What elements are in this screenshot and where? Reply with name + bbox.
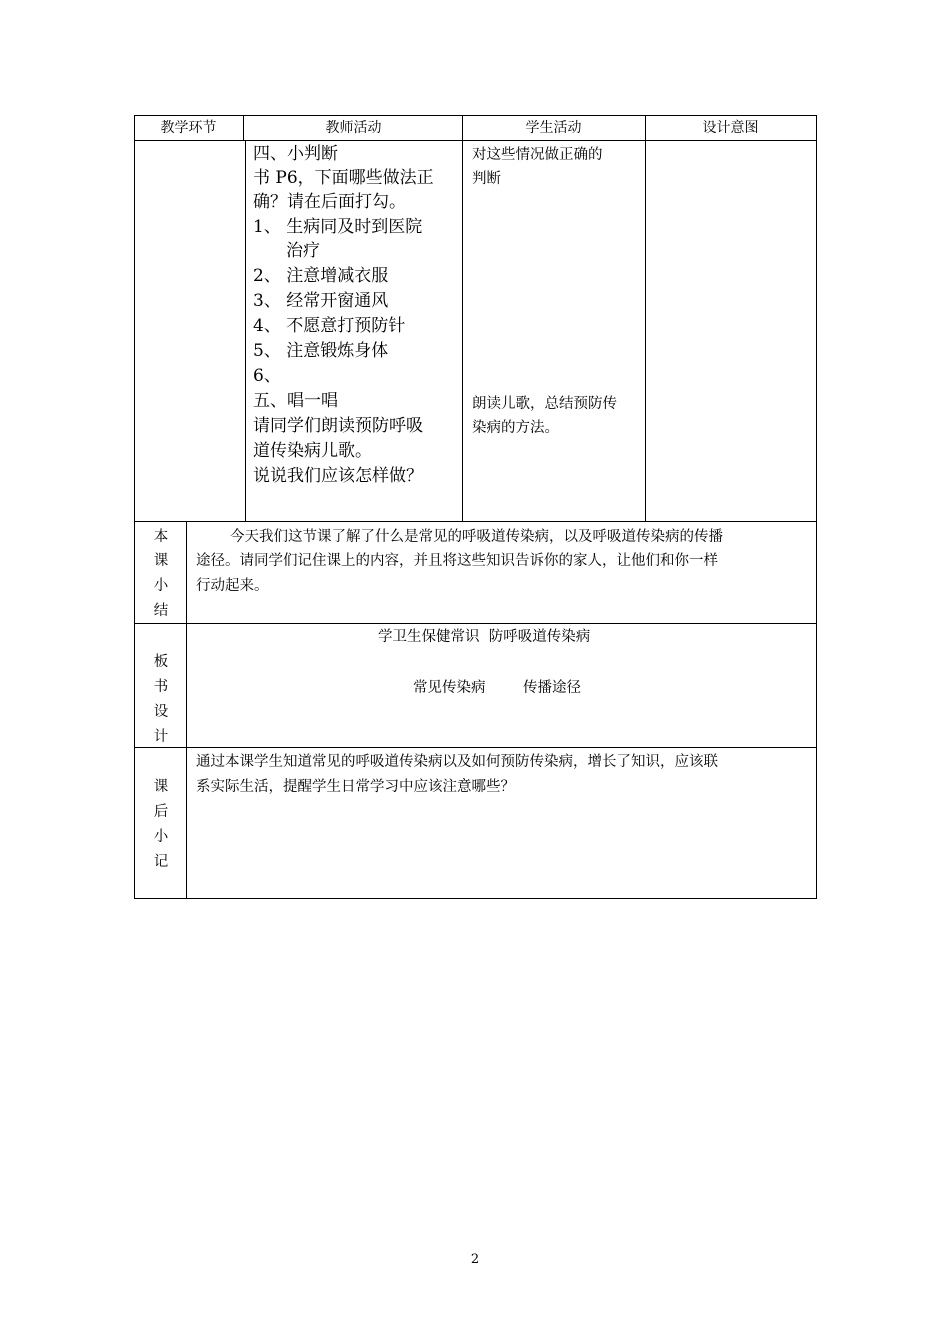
teacher-line: 4、 不愿意打预防针 <box>253 316 406 336</box>
teacher-line: 请同学们朗读预防呼吸 <box>253 416 423 436</box>
table-border-bottom <box>134 898 817 899</box>
col-divider-3 <box>645 115 646 521</box>
board-item-common-diseases: 常见传染病 <box>413 680 486 696</box>
teacher-line: 道传染病儿歌。 <box>253 441 372 461</box>
summary-label-char: 小 <box>153 578 169 594</box>
label-col-divider <box>186 521 187 899</box>
notes-line: 通过本课学生知道常见的呼吸道传染病以及如何预防传染病，增长了知识，应该联 <box>196 754 718 770</box>
header-design-intent: 设计意图 <box>702 120 759 136</box>
board-label-char: 板 <box>153 654 169 670</box>
header-divider <box>134 140 817 141</box>
student-line: 对这些情况做正确的 <box>472 147 603 163</box>
teacher-line: 说说我们应该怎样做？ <box>253 466 423 486</box>
header-student-activity: 学生活动 <box>525 120 582 136</box>
teacher-line: 五、唱一唱 <box>253 391 338 411</box>
row-divider-board <box>134 623 817 624</box>
table-border-right <box>816 115 817 899</box>
notes-label-char: 后 <box>153 804 169 820</box>
board-label-char: 书 <box>153 679 169 695</box>
board-label-char: 设 <box>153 704 169 720</box>
teacher-line: 四、小判断 <box>253 144 338 164</box>
summary-line: 今天我们这节课了解了什么是常见的呼吸道传染病，以及呼吸道传染病的传播 <box>230 529 723 545</box>
teacher-line: 确？请在后面打勾。 <box>253 192 406 212</box>
header-teaching-stage: 教学环节 <box>160 120 217 136</box>
teacher-line: 治疗 <box>286 241 320 261</box>
teacher-line: 5、 注意锻炼身体 <box>253 341 389 361</box>
row-divider-summary <box>134 521 817 522</box>
teacher-line: 书 P6，下面哪些做法正 <box>253 168 434 188</box>
row-divider-notes <box>134 747 817 748</box>
summary-label-char: 课 <box>153 553 169 569</box>
notes-label-char: 小 <box>153 829 169 845</box>
summary-line: 途径。请同学们记住课上的内容，并且将这些知识告诉你的家人，让他们和你一样 <box>196 553 718 569</box>
page-number: 2 <box>470 1252 480 1267</box>
board-item-transmission: 传播途径 <box>523 680 581 696</box>
summary-line: 行动起来。 <box>196 578 269 594</box>
notes-label-char: 课 <box>153 779 169 795</box>
teacher-line: 2、 注意增减衣服 <box>253 266 389 286</box>
board-title: 学卫生保健常识 防呼吸道传染病 <box>378 629 591 645</box>
teacher-line: 6、 <box>253 366 281 386</box>
board-label-char: 计 <box>153 729 169 745</box>
summary-label-char: 本 <box>153 529 169 545</box>
col-divider-1 <box>243 115 244 141</box>
col-divider-1-inner <box>245 140 246 521</box>
teacher-line: 3、 经常开窗通风 <box>253 291 389 311</box>
table-border-left <box>134 115 135 899</box>
summary-label-char: 结 <box>153 603 169 619</box>
student-line: 染病的方法。 <box>472 420 559 436</box>
notes-label-char: 记 <box>153 854 169 870</box>
col-divider-2 <box>462 115 463 521</box>
teacher-line: 1、 生病同及时到医院 <box>253 217 423 237</box>
header-teacher-activity: 教师活动 <box>325 120 382 136</box>
notes-line: 系实际生活，提醒学生日常学习中应该注意哪些？ <box>196 779 515 795</box>
student-line: 判断 <box>472 171 501 187</box>
student-line: 朗读儿歌，总结预防传 <box>472 396 617 412</box>
